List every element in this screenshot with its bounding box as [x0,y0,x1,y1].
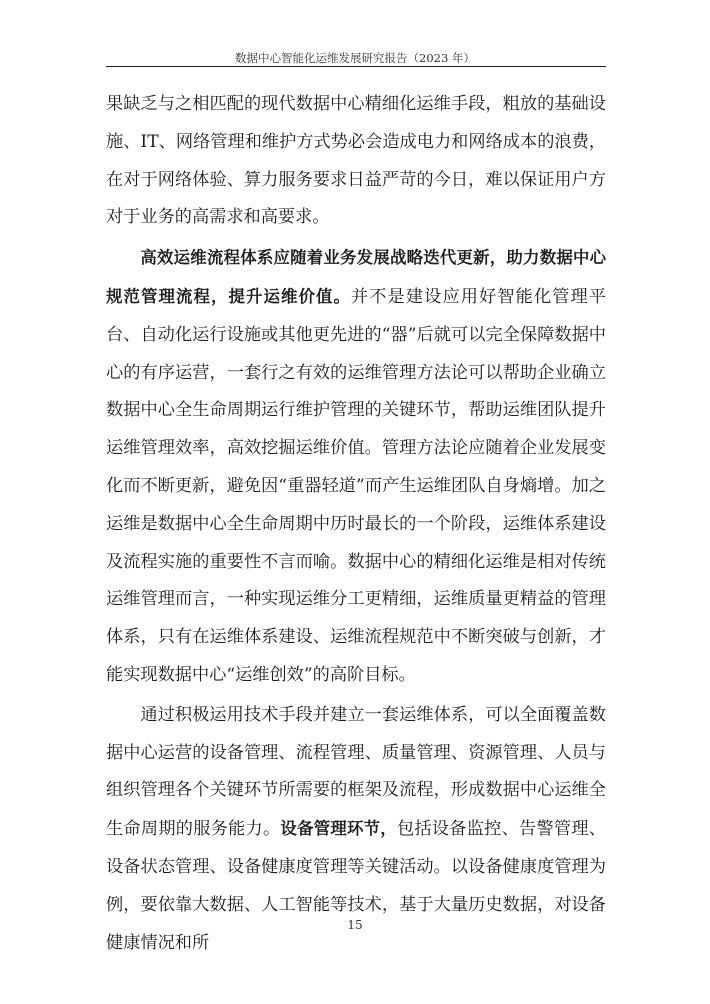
page-number: 15 [347,918,363,932]
paragraph-3-text-1: 通过积极运用技术手段并建立一套运维体系，可以全面覆盖数据中心运营的设备管理、流程管理、质量管理、资源管理、人员与组织管理各个关键环节所需要的框架及流程，形成数据中心运维全生命周期的服务能力。 [106,704,606,840]
paragraph-2-text: 并不是建设应用好智能化管理平台、自动化运行设施或其他更先进的“器”后就可以完全保障数据中心的有序运营，一套行之有效的运维管理方法论可以帮助企业确立数据中心全生命周期运行维护管理的关键环节，帮助运维团队提升运维管理效率，高效挖掘运维价值。管理方法论应随着企业发展变化而不断更新，避免因“重器轻道”而产生运维团队自身熵增。加之运维是数据中心全生命周期中历时最长的一个阶段，运维体系建设及流程实施的重要性不言而喻。数据中心的精细化运维是相对传统运维管理而言，一种实现运维分工更精细，运维质量更精益的管理体系，只有在运维体系建设、运维流程规范中不断突破与创新，才能实现数据中心“运维创效”的高阶目标。 [106,286,606,685]
paragraph-3-heading: 设备管理环节， [280,819,397,839]
paragraph-2-heading: 高效运维流程体系应随着业务发展战略迭代更新，助力数据中心规范管理流程，提升运维价值。 [106,248,606,306]
header-divider [106,66,606,67]
paragraph-3-text-2: 包括设备监控、告警管理、设备状态管理、设备健康度管理等关键活动。以设备健康度管理为例，要依靠大数据、人工智能等技术，基于大量历史数据，对设备健康情况和所 [106,819,606,953]
paragraph-2 [106,239,606,695]
document-body [106,86,606,962]
paragraph-1: 果缺乏与之相匹配的现代数据中心精细化运维手段，粗放的基础设施、IT、网络管理和维护方式势必会造成电力和网络成本的浪费，在对于网络体验、算力服务要求日益严苛的今日，难以保证用户方对于业务的高需求和高要求。 [106,94,606,228]
running-header-title: 数据中心智能化运维发展研究报告（2023 年） [235,51,475,65]
